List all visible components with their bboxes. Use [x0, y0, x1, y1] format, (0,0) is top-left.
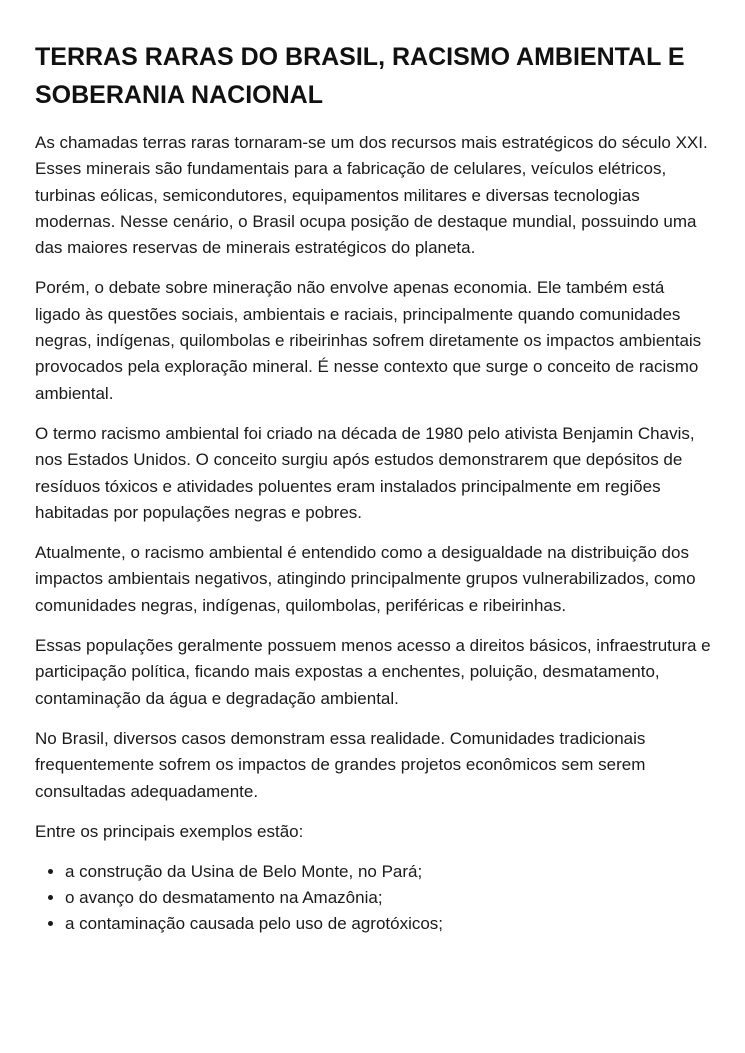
paragraph-vulnerable-populations: Essas populações geralmente possuem menos acesso a direitos básicos, infraestrutura e participação política, ficando mais expostas a enchentes, poluição, desmatamento, contaminação da água e degradação ambiental. — [35, 636, 711, 708]
list-item: • a construção da Usina de Belo Monte, no Pará; — [65, 859, 711, 885]
paragraph-definition: Atualmente, o racismo ambiental é entendido como a desigualdade na distribuição dos impactos ambientais negativos, atingindo principalmente grupos vulnerabilizados, como comunidades negras, indígenas, quilombolas, periféricas e ribeirinhas. — [35, 543, 696, 615]
paragraph-mining-debate: Porém, o debate sobre mineração não envolve apenas economia. Ele também está ligado às questões sociais, ambientais e raciais, principalmente quando comunidades negras, indígenas, quilombolas e ribeirinhas sofrem diretamente os impactos ambientais provocados pela exploração mineral. É nesse contexto que surge o conceito de racismo ambiental. — [35, 278, 702, 403]
list-item: • a contaminação causada pelo uso de agrotóxicos; — [65, 911, 711, 937]
paragraph-examples-intro: Entre os principais exemplos estão: — [35, 821, 304, 841]
article-title: TERRAS RARAS DO BRASIL, RACISMO AMBIENTAL E SOBERANIA NACIONAL — [35, 43, 685, 109]
list-item: • o avanço do desmatamento na Amazônia; — [65, 885, 711, 911]
paragraph-brazil-cases: No Brasil, diversos casos demonstram essa realidade. Comunidades tradicionais frequentemente sofrem os impactos de grandes projetos econômicos sem serem consultadas adequadamente. — [35, 728, 646, 801]
paragraph-intro: As chamadas terras raras tornaram-se um dos recursos mais estratégicos do século XXI. Esses minerais são fundamentais para a fabricação de celulares, veículos elétricos, turbinas eólicas, semicondutores, equipamentos militares e diversas tecnologias modernas. Nesse cenário, o Brasil ocupa posição de destaque mundial, possuindo uma das maiores reservas de minerais estratégicos do planeta. — [35, 133, 708, 258]
examples-list — [35, 859, 711, 937]
paragraph-term-origin: O termo racismo ambiental foi criado na década de 1980 pelo ativista Benjamin Chavis, nos Estados Unidos. O conceito surgiu após estudos demonstrarem que depósitos de resíduos tóxicos e atividades poluentes eram instalados principalmente em regiões habitadas por populações negras e pobres. — [35, 423, 695, 522]
